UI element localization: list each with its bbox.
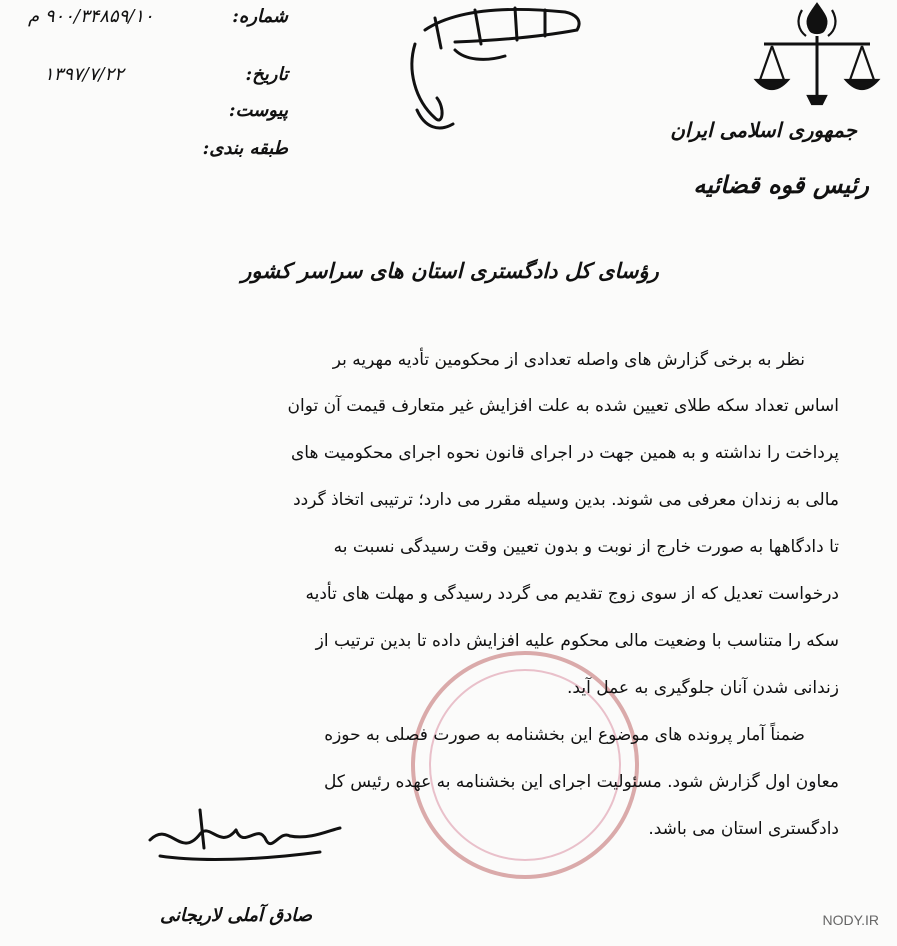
letter-body-line: درخواست تعدیل که از سوی زوج تقدیم می گردد رسیدگی و مهلت های تأدیه: [305, 584, 839, 604]
letter-body-line: سکه را متناسب با وضعیت مالی محکوم علیه افزایش داده تا بدین ترتیب از: [315, 631, 839, 651]
scales-of-justice-emblem: [752, 0, 882, 112]
bismillah-calligraphy: [395, 0, 595, 140]
letter-body-line: ضمناً آمار پرونده های موضوع این بخشنامه به صورت فصلی به حوزه: [324, 725, 805, 745]
letter-body-line: اساس تعداد سکه طلای تعیین شده به علت افزایش غیر متعارف قیمت آن توان: [287, 396, 839, 416]
letter-classification-label: طبقه بندی:: [202, 138, 288, 159]
letter-body-line: مالی به زندان معرفی می شوند. بدین وسیله مقرر می دارد؛ ترتیبی اتخاذ گردد: [293, 490, 839, 510]
meta-number-row: [28, 6, 288, 32]
site-watermark-text: NODY.IR: [822, 912, 879, 928]
meta-date-row: [28, 64, 288, 90]
letter-date-label: تاریخ:: [245, 64, 288, 85]
signatory-name: صادق آملی لاریجانی: [160, 905, 312, 926]
letter-body-line: زندانی شدن آنان جلوگیری به عمل آید.: [567, 678, 839, 698]
meta-classification-row: [28, 138, 288, 164]
letter-body-line: دادگستری استان می باشد.: [648, 819, 839, 839]
letter-body-line: پرداخت را نداشته و به همین جهت در اجرای قانون نحوه اجرای محکومیت های: [290, 443, 839, 463]
emblem-line-republic: جمهوری اسلامی ایران: [670, 118, 857, 142]
letter-date-value: ۱۳۹۷/۷/۲۲: [44, 64, 124, 85]
meta-attachment-row: [28, 100, 288, 126]
letter-recipient-title: رؤسای کل دادگستری استان های سراسر کشور: [241, 258, 659, 283]
letter-body-line: تا دادگاهها به صورت خارج از نوبت و بدون تعیین وقت رسیدگی نسبت به: [333, 537, 839, 557]
emblem-line-judiciary-head: رئیس قوه قضائیه: [693, 170, 869, 199]
letter-attachment-label: پیوست:: [228, 100, 288, 121]
letter-body-line: معاون اول گزارش شود. مسئولیت اجرای این بخشنامه به عهده رئیس کل: [323, 772, 839, 792]
letter-number-label: شماره:: [232, 6, 288, 27]
letter-body-line: نظر به برخی گزارش های واصله تعدادی از محکومین تأدیه مهریه بر: [332, 350, 805, 370]
letter-number-value: ۹۰۰/۳۴۸۵۹/۱۰ م: [28, 6, 154, 27]
site-watermark: [822, 912, 879, 928]
handwritten-signature: [140, 800, 350, 880]
